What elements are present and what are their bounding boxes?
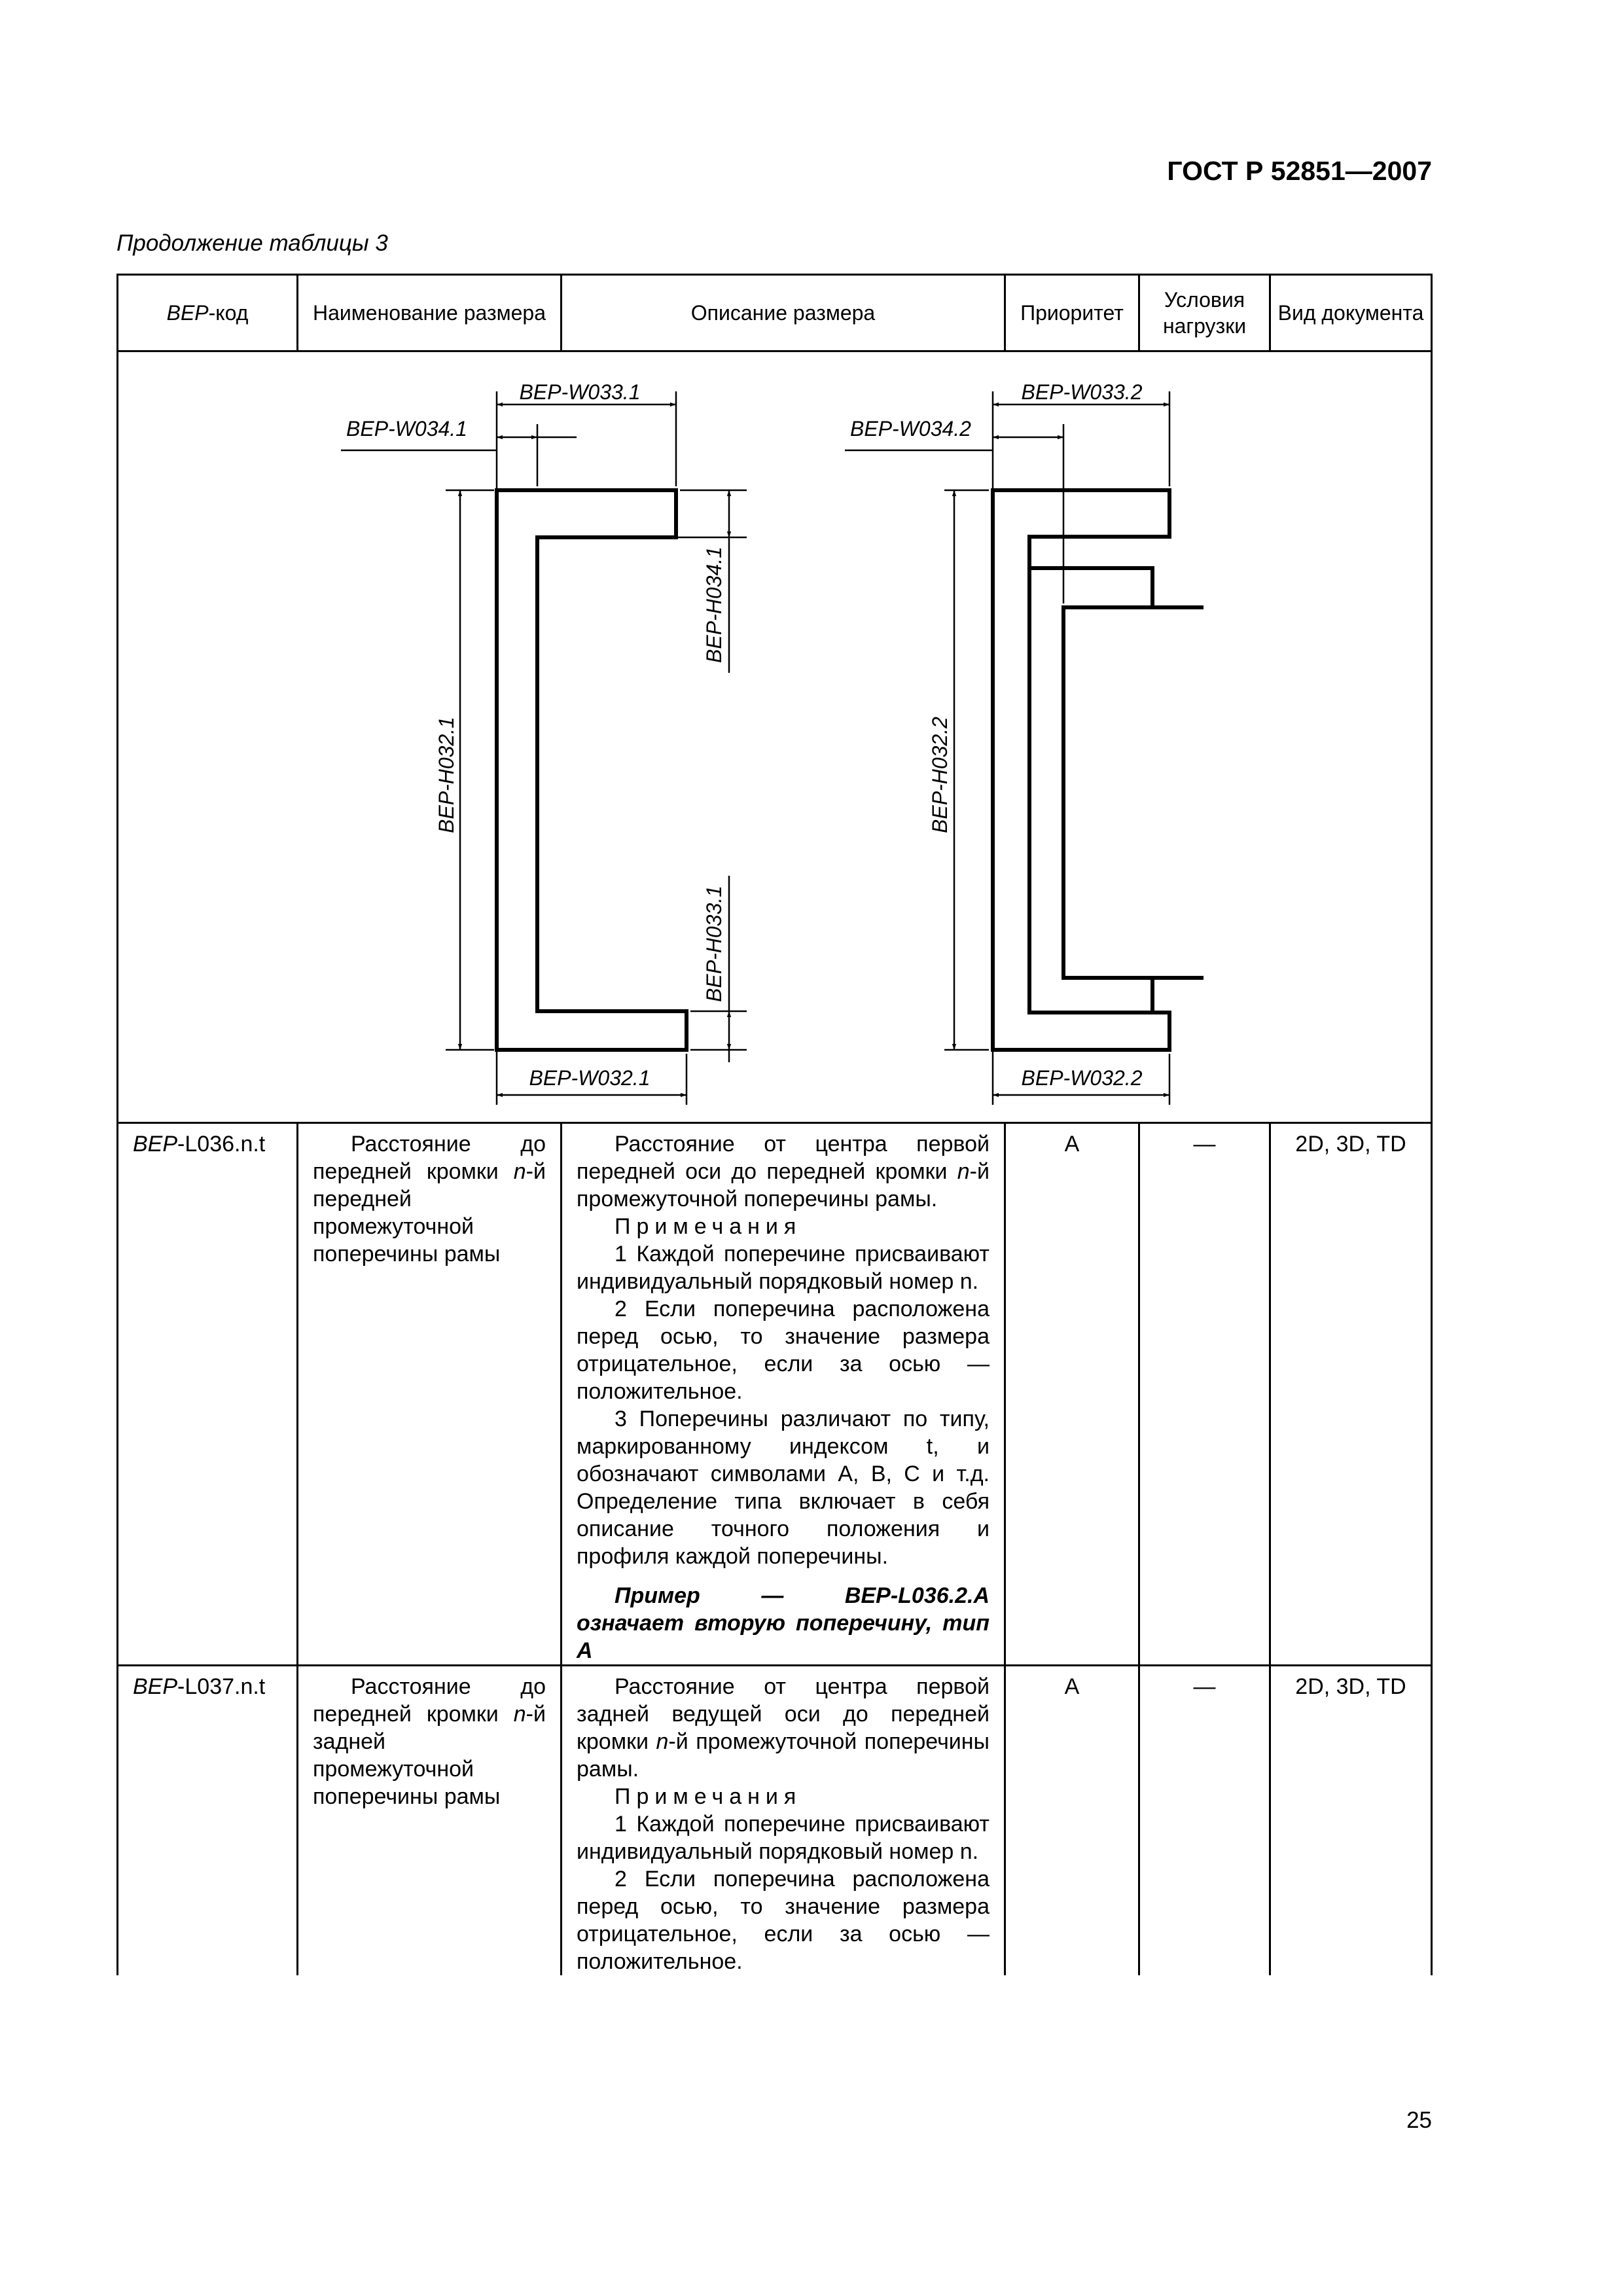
notes-label: Примечания: [615, 1784, 802, 1809]
label-w034-1: BEP-W034.1: [346, 417, 467, 440]
header-description: Описание размера: [562, 275, 1005, 351]
right-crossmember-outline: [1029, 568, 1204, 1013]
document-code: ГОСТ Р 52851—2007: [1167, 156, 1432, 186]
row-code: BEP-L037.n.t: [118, 1666, 298, 1976]
label-w034-2: BEP-W034.2: [850, 417, 971, 440]
label-h033-1: BEP-H033.1: [702, 886, 726, 1002]
note-3: 3 Поперечины различают по типу, маркированному индексом t, и обозначают символами A, B, C и т.д. Определение типа включает в себя описание точного положения и профиля каждой поперечины.: [577, 1407, 990, 1569]
header-document-type: Вид документа: [1270, 275, 1432, 351]
row-priority: A: [1005, 1123, 1139, 1666]
header-name: Наименование размера: [298, 275, 562, 351]
figure-row: [118, 351, 1432, 1123]
page-number: 25: [1406, 2108, 1432, 2133]
note-1: 1 Каждой поперечине присваивают индивидуальный порядковый номер n.: [577, 1242, 990, 1294]
row-load: —: [1139, 1123, 1270, 1666]
example-text: Пример — BEP-L036.2.A означает вторую поперечину, тип A: [577, 1583, 990, 1663]
label-w032-2: BEP-W032.2: [1021, 1066, 1143, 1090]
row-code: BEP-L036.n.t: [118, 1123, 298, 1666]
note-1: 1 Каждой поперечине присваивают индивидуальный порядковый номер n.: [577, 1812, 990, 1864]
table-header-row: [118, 275, 1432, 351]
note-2: 2 Если поперечина расположена перед осью, то значение размера отрицательное, если за осью — положительное.: [577, 1867, 990, 1974]
row-priority: A: [1005, 1666, 1139, 1976]
right-channel-outline: [993, 490, 1169, 1050]
table-row: [118, 1666, 1432, 1976]
right-figure: [845, 380, 1204, 1105]
notes-label: Примечания: [615, 1214, 802, 1239]
table-row: [118, 1123, 1432, 1666]
label-h032-1: BEP-H032.1: [435, 717, 458, 833]
row-name: Расстояние до передней кромки n-й задней промежуточной поперечины рамы: [298, 1666, 562, 1976]
header-code: BEP-код: [118, 275, 298, 351]
table-caption: Продолжение таблицы 3: [116, 230, 388, 256]
row-description: Расстояние от центра первой передней оси до передней кромки n-й промежуточной поперечины рамы. Примечания 1 Каждой поперечине присваивают индивидуальный порядковый номер n. 2 Если поперечина расположена перед осью, то значение размера отрицательное, если за осью — положительное. 3 Поперечины различают по типу, маркированному индексом t, и обозначают символами A, B, C и т.д. Определение типа включает в себя описание точного положения и профиля каждой поперечины. Пример — BEP-L036.2.A означает вторую поперечину, тип A: [562, 1123, 1005, 1666]
label-w032-1: BEP-W032.1: [529, 1066, 651, 1090]
left-figure: [341, 380, 747, 1105]
label-h034-1: BEP-H034.1: [702, 547, 726, 663]
label-w033-1: [520, 380, 641, 404]
dimensions-table: [116, 274, 1433, 1975]
row-name: Расстояние до передней кромки n-й передней промежуточной поперечины рамы: [298, 1123, 562, 1666]
header-load-conditions: Условия нагрузки: [1139, 275, 1270, 351]
row-doc-type: 2D, 3D, TD: [1270, 1666, 1432, 1976]
row-description: Расстояние от центра первой задней ведущей оси до передней кромки n-й промежуточной поперечины рамы. Примечания 1 Каждой поперечине присваивают индивидуальный порядковый номер n. 2 Если поперечина расположена перед осью, то значение размера отрицательное, если за осью — положительное.: [562, 1666, 1005, 1976]
label-w033-2: BEP-W033.2: [1021, 380, 1143, 404]
frame-crossmember-drawing: [118, 352, 1429, 1122]
row-load: —: [1139, 1666, 1270, 1976]
label-h032-2: BEP-H032.2: [928, 717, 952, 833]
row-doc-type: 2D, 3D, TD: [1270, 1123, 1432, 1666]
figure-cell: [118, 351, 1432, 1123]
label-w033-1-text: BEP-W033.1: [519, 380, 641, 404]
note-2: 2 Если поперечина расположена перед осью, то значение размера отрицательное, если за осью — положительное.: [577, 1297, 990, 1404]
header-priority: Приоритет: [1005, 275, 1139, 351]
left-channel-outline: [497, 490, 687, 1050]
